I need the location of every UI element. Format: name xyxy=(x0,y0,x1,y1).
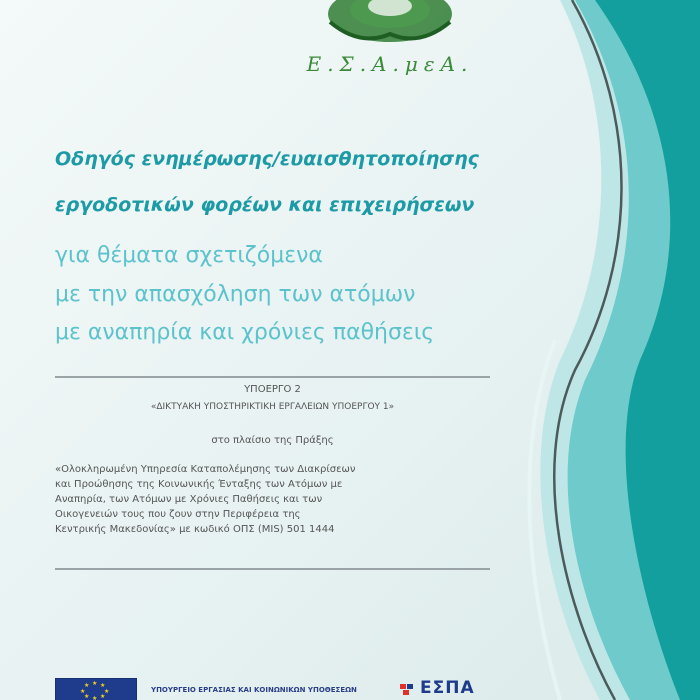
framework-label: στο πλαίσιο της Πράξης xyxy=(211,435,334,446)
funding-logos xyxy=(55,676,495,700)
description-line-4: Οικογενειών τους που ζουν στην Περιφέρεια της xyxy=(55,509,301,520)
espa-mark-icon xyxy=(400,684,414,696)
description-line-2: και Προώθησης της Κοινωνικής Ένταξης των Ατόμων με xyxy=(55,479,343,490)
title-line-2: εργοδοτικών φορέων και επιχειρήσεων xyxy=(55,194,475,216)
eu-flag-icon: ★ ★ ★ ★ ★ ★ ★ ★ xyxy=(55,678,137,700)
subproject-label: ΥΠΟΕΡΓΟ 2 xyxy=(244,384,301,395)
organization-logo xyxy=(290,0,490,100)
title-line-1: Οδηγός ενημέρωσης/ευαισθητοποίησης xyxy=(55,148,479,170)
top-divider xyxy=(55,376,490,378)
subproject-name: «ΔΙΚΤΥΑΚΗ ΥΠΟΣΤΗΡΙΚΤΙΚΗ ΕΡΓΑΛΕΙΩΝ ΥΠΟΕΡΓΟΥ 1» xyxy=(150,402,395,412)
description-line-1: «Ολοκληρωμένη Υπηρεσία Καταπολέμησης των Διακρίσεων xyxy=(55,464,356,475)
subtitle-line-2: με την απασχόληση των ατόμων xyxy=(55,282,416,307)
logo-text: Ε.Σ.Α.μεΑ. xyxy=(306,52,474,76)
subtitle-line-1: για θέματα σχετιζόμενα xyxy=(55,243,323,268)
espa-text: ΕΣΠΑ xyxy=(420,678,475,698)
laurel-wreath-icon xyxy=(290,0,490,52)
bottom-divider xyxy=(55,568,490,570)
description-line-3: Αναπηρία, των Ατόμων με Χρόνιες Παθήσεις και των xyxy=(55,494,323,505)
action-description xyxy=(55,462,490,537)
description-line-5: Κεντρικής Μακεδονίας» με κωδικό ΟΠΣ (MIS) 501 1444 xyxy=(55,524,335,535)
espa-logo xyxy=(400,678,495,700)
ministry-text: ΥΠΟΥΡΓΕΙΟ ΕΡΓΑΣΙΑΣ ΚΑΙ ΚΟΙΝΩΝΙΚΩΝ ΥΠΟΘΕΣΕΩΝ xyxy=(151,686,357,694)
subtitle-line-3: με αναπηρία και χρόνιες παθήσεις xyxy=(55,320,435,345)
